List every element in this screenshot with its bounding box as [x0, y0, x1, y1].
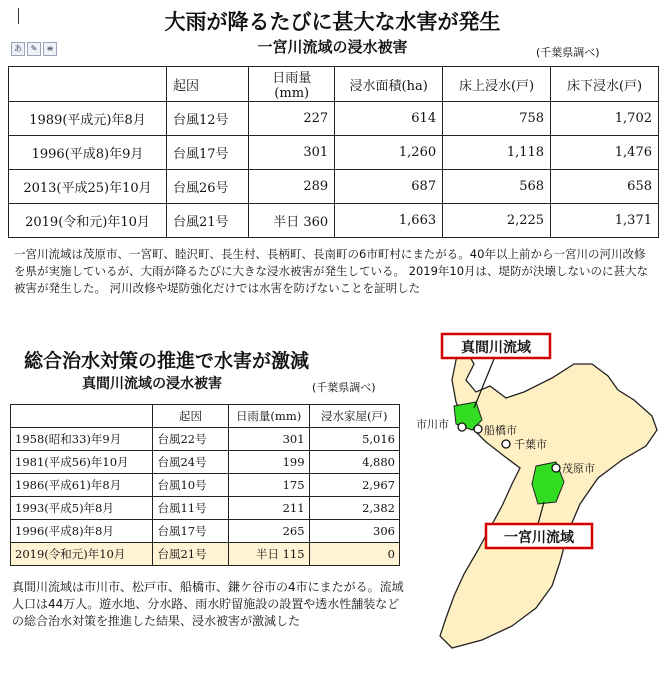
cell-cause: 台風12号 [167, 102, 249, 136]
column-header [9, 67, 167, 102]
cell-date: 1958(昭和33)年9月 [11, 428, 153, 451]
cell-rain: 227 [249, 102, 335, 136]
column-header: 起因 [153, 405, 228, 428]
mama-description: 真間川流域は市川市、松戸市、船橋市、鎌ケ谷市の4市にまたがる。流域人口は44万人。遊水地、分水路、雨水貯留施設の設置や透水性舗装などの総合治水対策を推進した結果、浸水被害が激減した [12, 580, 404, 628]
chiba-map [402, 318, 660, 658]
cell-houses: 0 [309, 543, 399, 566]
page-subtitle: 一宮川流域の浸水被害 [257, 38, 408, 56]
cell-rain: 175 [228, 474, 309, 497]
cell-rain: 199 [228, 451, 309, 474]
mama-label-box [442, 334, 550, 358]
cell-rain: 265 [228, 520, 309, 543]
column-header [11, 405, 153, 428]
cell-area: 687 [335, 170, 443, 204]
ichinomiya-description: 一宮川流域は茂原市、一宮町、睦沢町、長生村、長柄町、長南町の6市町村にまたがる。40年以上前から一宮川の河川改修を県が実施しているが、大雨が降るたびに大きな浸水被害が発生している。 2019年10月は、堤防が決壊しないのに甚大な被害が発生した。 河川改修や堤防強化だけでは水害を防げないことを証明した [14, 247, 649, 295]
table-row [11, 520, 400, 543]
page-title: 大雨が降るたびに甚大な水害が発生 [164, 10, 501, 34]
cell-date: 1996(平成8)年9月 [9, 136, 167, 170]
cell-cause: 台風17号 [167, 136, 249, 170]
cell-date: 1993(平成5)年8月 [11, 497, 153, 520]
cell-rain: 半日 115 [228, 543, 309, 566]
text-icon[interactable]: あ [11, 42, 25, 56]
cell-cause: 台風10号 [153, 474, 228, 497]
table-header-row [9, 67, 659, 102]
cell-cause: 台風22号 [153, 428, 228, 451]
cell-rain: 301 [228, 428, 309, 451]
cell-cause: 台風21号 [153, 543, 228, 566]
svg-text:千葉市: 千葉市 [514, 438, 547, 451]
table-row [9, 170, 659, 204]
svg-text:茂原市: 茂原市 [562, 462, 595, 475]
svg-text:真間川流域: 真間川流域 [461, 340, 531, 356]
cell-date: 1981(平成56)年10月 [11, 451, 153, 474]
cell-cause: 台風21号 [167, 204, 249, 238]
ichinomiya-damage-table [8, 66, 659, 238]
column-header: 床下浸水(戸) [551, 67, 659, 102]
column-header: 日雨量(mm) [249, 67, 335, 102]
cell-cause: 台風24号 [153, 451, 228, 474]
column-header: 日雨量(mm) [228, 405, 309, 428]
table-row [9, 204, 659, 238]
table-row [11, 451, 400, 474]
cell-date: 2019(令和元)年10月 [9, 204, 167, 238]
mama-damage-table [10, 404, 400, 566]
cell-area: 1,663 [335, 204, 443, 238]
table-row [11, 474, 400, 497]
cell-rain: 301 [249, 136, 335, 170]
cell-houses: 5,016 [309, 428, 399, 451]
section-subtitle: 真間川流域の浸水被害 [82, 376, 222, 392]
cell-date: 1986(平成61)年8月 [11, 474, 153, 497]
list-icon[interactable]: ≡ [43, 42, 57, 56]
cell-date: 2019(令和元)年10月 [11, 543, 153, 566]
table-row [11, 428, 400, 451]
cell-below-floor: 658 [551, 170, 659, 204]
column-header: 起因 [167, 67, 249, 102]
cell-cause: 台風11号 [153, 497, 228, 520]
source-note: (千葉県調べ) [312, 381, 376, 394]
source-note: (千葉県調べ) [536, 46, 600, 59]
cell-rain: 半日 360 [249, 204, 335, 238]
cell-cause: 台風26号 [167, 170, 249, 204]
table-row [9, 136, 659, 170]
cell-houses: 306 [309, 520, 399, 543]
table-row [9, 102, 659, 136]
cell-date: 2013(平成25)年10月 [9, 170, 167, 204]
cell-above-floor: 568 [443, 170, 551, 204]
column-header: 浸水家屋(戸) [309, 405, 399, 428]
table-header-row [11, 405, 400, 428]
cell-above-floor: 758 [443, 102, 551, 136]
cell-area: 614 [335, 102, 443, 136]
section-title: 総合治水対策の推進で水害が激減 [24, 350, 310, 372]
cell-houses: 4,880 [309, 451, 399, 474]
cell-area: 1,260 [335, 136, 443, 170]
svg-text:市川市: 市川市 [416, 418, 449, 431]
ichinomiya-label-box [486, 524, 592, 548]
cell-rain: 289 [249, 170, 335, 204]
cell-rain: 211 [228, 497, 309, 520]
cell-houses: 2,382 [309, 497, 399, 520]
cell-date: 1996(平成8)年8月 [11, 520, 153, 543]
column-header: 床上浸水(戸) [443, 67, 551, 102]
svg-text:船橋市: 船橋市 [484, 424, 517, 437]
cell-date: 1989(平成元)年8月 [9, 102, 167, 136]
table-row [11, 497, 400, 520]
cell-below-floor: 1,371 [551, 204, 659, 238]
cell-above-floor: 2,225 [443, 204, 551, 238]
edit-icon[interactable]: ✎ [27, 42, 41, 56]
column-header: 浸水面積(ha) [335, 67, 443, 102]
cell-below-floor: 1,702 [551, 102, 659, 136]
svg-text:一宮川流域: 一宮川流域 [504, 530, 574, 546]
table-row [11, 543, 400, 566]
cell-houses: 2,967 [309, 474, 399, 497]
cell-above-floor: 1,118 [443, 136, 551, 170]
cell-below-floor: 1,476 [551, 136, 659, 170]
cell-cause: 台風17号 [153, 520, 228, 543]
